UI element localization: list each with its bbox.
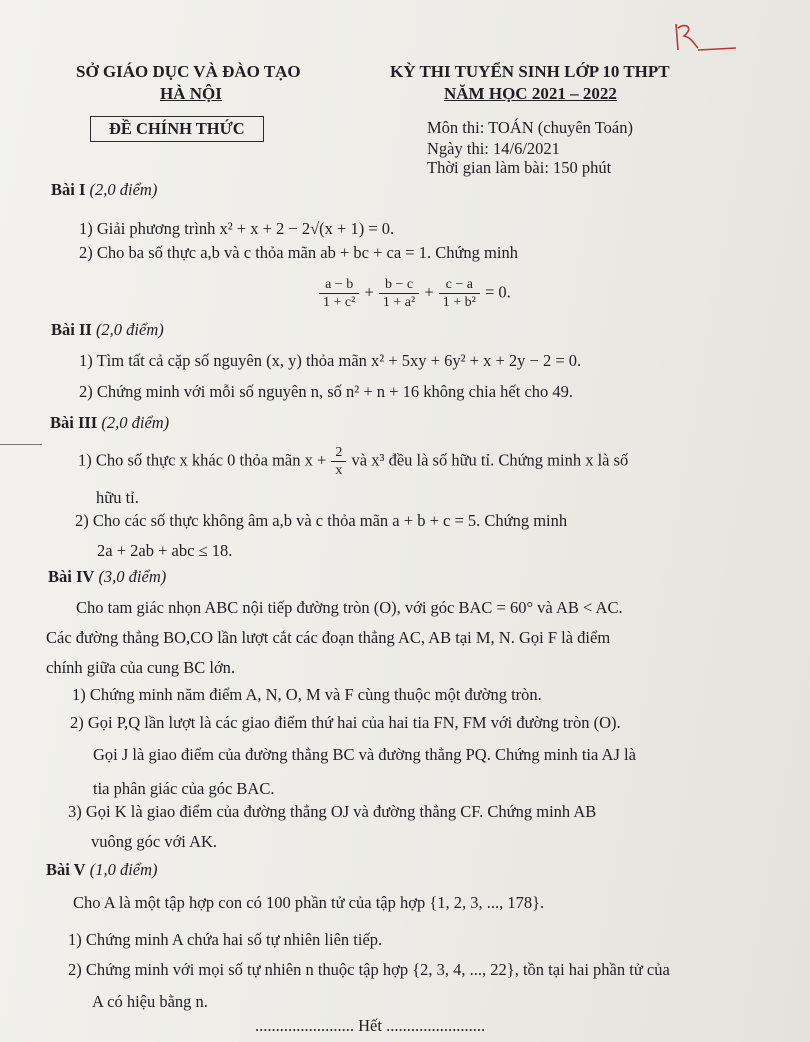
- section-2-question-1: 1) Tìm tất cả cặp số nguyên (x, y) thỏa mãn x² + 5xy + 6y² + x + 2y − 2 = 0.: [79, 351, 582, 370]
- handwritten-mark: [672, 20, 740, 54]
- section-4-paragraph-2: Các đường thẳng BO,CO lần lượt cắt các đoạn thẳng AC, AB tại M, N. Gọi F là điểm: [46, 628, 611, 647]
- section-3-question-1-end: hữu tỉ.: [96, 488, 139, 507]
- margin-line: [0, 444, 42, 445]
- section-1-title: Bài I: [51, 180, 86, 199]
- section-1-question-2: 2) Cho ba số thực a,b và c thỏa mãn ab + bc + ca = 1. Chứng minh: [79, 243, 518, 262]
- section-4-question-2: 2) Gọi P,Q lần lượt là các giao điểm thứ hai của hai tia FN, FM với đường tròn (O).: [70, 713, 621, 732]
- section-5-question-2: 2) Chứng minh với mọi số tự nhiên n thuộc tập hợp {2, 3, 4, ..., 22}, tồn tại hai phần tử của: [68, 960, 670, 979]
- section-3-question-1: 1) Cho số thực x khác 0 thỏa mãn x + $\frac{2}{x}$ và x³ đều là số hữu tỉ. Chứng minh x là số: [78, 445, 629, 478]
- section-5-heading: [46, 860, 158, 880]
- section-4-question-1: 1) Chứng minh năm điểm A, N, O, M và F cùng thuộc một đường tròn.: [72, 685, 542, 704]
- section-2-question-2: 2) Chứng minh với mỗi số nguyên n, số n² + n + 16 không chia hết cho 49.: [79, 382, 574, 401]
- section-2-title: Bài II: [51, 320, 92, 339]
- section-1-equation: $\frac{a - b}{\text{1 + c²}}$ + $\frac{b - c}{\text{1 + a²}}$ + $\frac{c - a}{\text{1 + b²}}$ = 0.: [318, 276, 511, 311]
- section-4-question-3-line-2: vuông góc với AK.: [91, 832, 218, 851]
- department-name: SỞ GIÁO DỤC VÀ ĐÀO TẠO: [76, 62, 301, 81]
- section-5-score: (1,0 điểm): [89, 860, 158, 879]
- section-4-title: Bài IV: [48, 567, 95, 586]
- section-4-score: (3,0 điểm): [98, 567, 167, 586]
- fraction-1: $\frac{a - b}{\text{1 + c²}}$: [319, 276, 359, 311]
- subject-line: Môn thi: TOÁN (chuyên Toán): [427, 118, 633, 137]
- section-4-question-2-line-3: tia phân giác của góc BAC.: [93, 779, 275, 798]
- section-3-question-2-inequality: 2a + 2ab + abc ≤ 18.: [97, 541, 233, 560]
- school-year: NĂM HỌC 2021 – 2022: [444, 84, 617, 103]
- section-4-question-2-line-2: Gọi J là giao điểm của đường thẳng BC và đường thẳng PQ. Chứng minh tia AJ là: [93, 745, 636, 764]
- city-name: HÀ NỘI: [160, 84, 222, 103]
- section-3-question-2: 2) Cho các số thực không âm a,b và c thỏa mãn a + b + c = 5. Chứng minh: [75, 511, 568, 530]
- section-1-score: (2,0 điểm): [89, 180, 158, 199]
- exam-date: Ngày thi: 14/6/2021: [427, 139, 560, 158]
- section-4-question-3: 3) Gọi K là giao điểm của đường thẳng OJ và đường thẳng CF. Chứng minh AB: [68, 802, 597, 821]
- exam-title: KỲ THI TUYỂN SINH LỚP 10 THPT: [390, 62, 670, 81]
- section-1-heading: [51, 180, 157, 200]
- section-4-paragraph-3: chính giữa của cung BC lớn.: [46, 658, 236, 677]
- end-marker: ........................ Hết ........................: [255, 1016, 486, 1035]
- section-5-paragraph: Cho A là một tập hợp con có 100 phần tử của tập hợp {1, 2, 3, ..., 178}.: [73, 893, 545, 912]
- section-4-paragraph-1: Cho tam giác nhọn ABC nội tiếp đường tròn (O), với góc BAC = 60° và AB < AC.: [76, 598, 623, 617]
- equation-tail: = 0.: [484, 282, 511, 302]
- section-5-title: Bài V: [46, 860, 86, 879]
- section-3-heading: [50, 413, 169, 433]
- section-2-score: (2,0 điểm): [95, 320, 164, 339]
- fraction-2-over-x: $\frac{2}{x}$: [331, 444, 346, 479]
- fraction-3: $\frac{c - a}{\text{1 + b²}}$: [439, 276, 480, 311]
- section-5-question-1: 1) Chứng minh A chứa hai số tự nhiên liên tiếp.: [68, 930, 383, 949]
- exam-duration: Thời gian làm bài: 150 phút: [427, 158, 612, 177]
- fraction-2: $\frac{b - c}{\text{1 + a²}}$: [379, 276, 419, 311]
- section-2-heading: [51, 320, 164, 340]
- section-5-question-2-line-2: A có hiệu bằng n.: [92, 992, 208, 1011]
- section-3-title: Bài III: [50, 413, 98, 432]
- official-label: ĐỀ CHÍNH THỨC: [90, 116, 264, 142]
- section-1-question-1: 1) Giải phương trình x² + x + 2 − 2√(x + 1) = 0.: [79, 219, 395, 238]
- section-3-score: (2,0 điểm): [101, 413, 170, 432]
- section-4-heading: [48, 567, 166, 587]
